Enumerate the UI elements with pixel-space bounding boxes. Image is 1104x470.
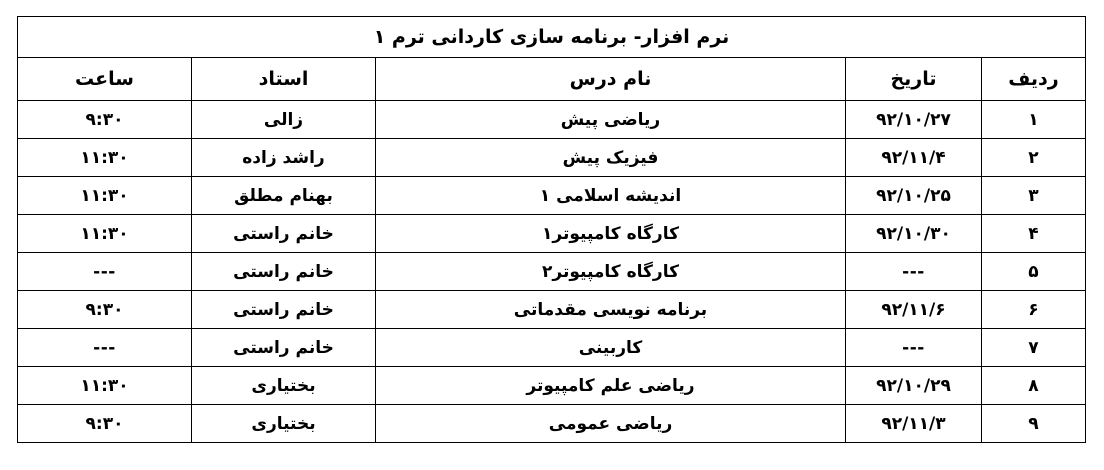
column-header-tarikh: تاریخ <box>846 58 982 101</box>
cell-saat: ۱۱:۳۰ <box>17 367 191 405</box>
cell-dars: کارگاه کامپیوتر۲ <box>376 253 846 291</box>
cell-tarikh: ۹۲/۱۰/۲۷ <box>846 101 982 139</box>
cell-dars: کاربینی <box>376 329 846 367</box>
column-header-ostad: استاد <box>192 58 376 101</box>
table-body <box>17 17 1085 443</box>
cell-dars: برنامه نویسی مقدماتی <box>376 291 846 329</box>
table-row <box>17 177 1085 215</box>
table-row <box>17 405 1085 443</box>
exam-schedule-table <box>17 16 1086 443</box>
cell-saat: ۹:۳۰ <box>17 101 191 139</box>
cell-saat: ۹:۳۰ <box>17 291 191 329</box>
table-title-row <box>17 17 1085 58</box>
cell-dars: فیزیک پیش <box>376 139 846 177</box>
cell-ostad: راشد زاده <box>192 139 376 177</box>
cell-radif: ۱ <box>982 101 1086 139</box>
cell-saat: ۱۱:۳۰ <box>17 139 191 177</box>
cell-tarikh: --- <box>846 253 982 291</box>
table-row <box>17 139 1085 177</box>
column-header-dars: نام درس <box>376 58 846 101</box>
table-header-row <box>17 58 1085 101</box>
table-row <box>17 215 1085 253</box>
cell-ostad: خانم راستی <box>192 329 376 367</box>
cell-ostad: زالی <box>192 101 376 139</box>
table-row <box>17 101 1085 139</box>
cell-ostad: خانم راستی <box>192 291 376 329</box>
cell-dars: ریاضی پیش <box>376 101 846 139</box>
cell-radif: ۳ <box>982 177 1086 215</box>
cell-radif: ۸ <box>982 367 1086 405</box>
cell-ostad: بختیاری <box>192 367 376 405</box>
cell-radif: ۹ <box>982 405 1086 443</box>
column-header-saat: ساعت <box>17 58 191 101</box>
cell-dars: اندیشه اسلامی ۱ <box>376 177 846 215</box>
cell-tarikh: ۹۲/۱۰/۲۵ <box>846 177 982 215</box>
cell-saat: --- <box>17 253 191 291</box>
cell-radif: ۴ <box>982 215 1086 253</box>
table-row <box>17 291 1085 329</box>
cell-saat: ۹:۳۰ <box>17 405 191 443</box>
cell-radif: ۶ <box>982 291 1086 329</box>
cell-dars: کارگاه کامپیوتر۱ <box>376 215 846 253</box>
cell-saat: ۱۱:۳۰ <box>17 177 191 215</box>
cell-dars: ریاضی عمومی <box>376 405 846 443</box>
cell-ostad: خانم راستی <box>192 215 376 253</box>
cell-radif: ۵ <box>982 253 1086 291</box>
cell-dars: ریاضی علم کامپیوتر <box>376 367 846 405</box>
cell-ostad: بختیاری <box>192 405 376 443</box>
cell-tarikh: ۹۲/۱۰/۲۹ <box>846 367 982 405</box>
page-title: نرم افزار- برنامه سازی کاردانی ترم ۱ <box>17 17 1085 58</box>
cell-tarikh: ۹۲/۱۱/۶ <box>846 291 982 329</box>
cell-ostad: بهنام مطلق <box>192 177 376 215</box>
table-row <box>17 329 1085 367</box>
cell-saat: ۱۱:۳۰ <box>17 215 191 253</box>
cell-radif: ۲ <box>982 139 1086 177</box>
column-header-radif: ردیف <box>982 58 1086 101</box>
cell-radif: ۷ <box>982 329 1086 367</box>
table-row <box>17 367 1085 405</box>
cell-saat: --- <box>17 329 191 367</box>
table-row <box>17 253 1085 291</box>
cell-tarikh: ۹۲/۱۱/۴ <box>846 139 982 177</box>
cell-tarikh: ۹۲/۱۰/۳۰ <box>846 215 982 253</box>
cell-ostad: خانم راستی <box>192 253 376 291</box>
cell-tarikh: ۹۲/۱۱/۳ <box>846 405 982 443</box>
cell-tarikh: --- <box>846 329 982 367</box>
